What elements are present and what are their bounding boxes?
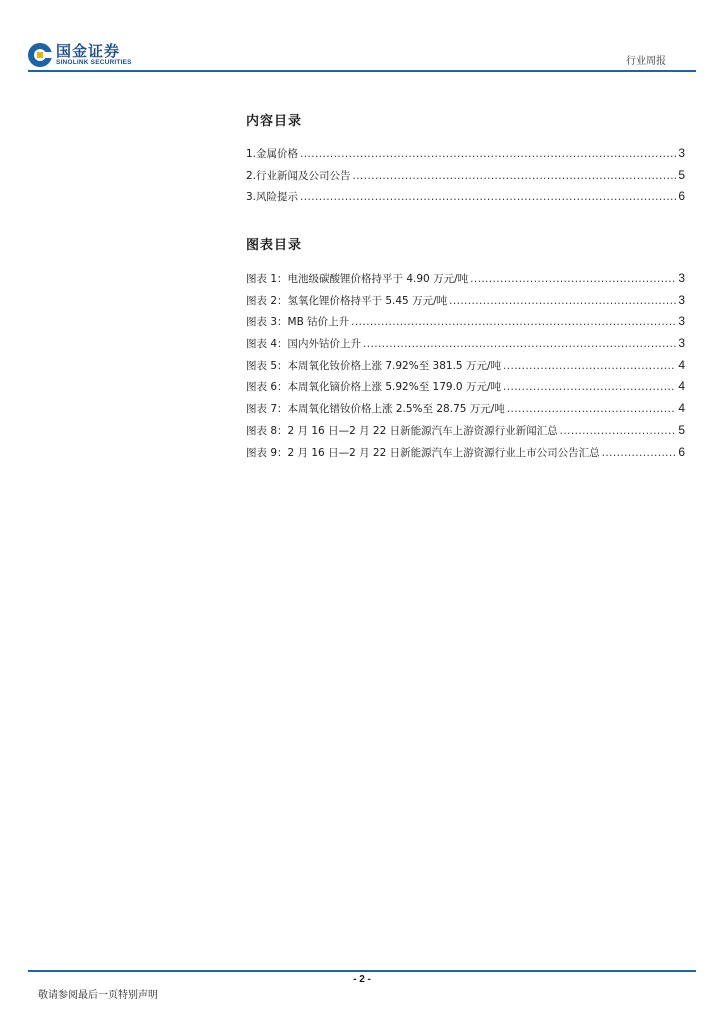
toc-entry-label: 2.行业新闻及公司公告 bbox=[246, 169, 351, 182]
figure-entry-label: 图表 7：本周氧化镨钕价格上涨 2.5%至 28.75 万元/吨 bbox=[246, 403, 505, 416]
figures-section bbox=[246, 234, 685, 463]
page-header bbox=[28, 38, 696, 70]
company-logo bbox=[28, 40, 132, 70]
figure-entry[interactable] bbox=[246, 311, 685, 333]
figure-entry[interactable] bbox=[246, 290, 685, 312]
leader-dots bbox=[300, 187, 676, 209]
footer-divider bbox=[28, 970, 696, 972]
figure-entry-page: 5 bbox=[678, 422, 685, 437]
logo-icon bbox=[28, 43, 52, 67]
figure-entry-label: 图表 4：国内外钴价上升 bbox=[246, 338, 362, 351]
leader-dots bbox=[363, 334, 676, 356]
figure-entry[interactable] bbox=[246, 442, 685, 464]
page-number: - 2 - bbox=[353, 974, 371, 985]
toc-entry-label: 3.风险提示 bbox=[246, 191, 299, 204]
figure-entry-label: 图表 1：电池级碳酸锂价格持平于 4.90 万元/吨 bbox=[246, 273, 469, 285]
figure-entry-label: 图表 5：本周氧化钕价格上涨 7.92%至 381.5 万元/吨 bbox=[246, 359, 501, 372]
figure-entry-label: 图表 6：本周氧化镝价格上涨 5.92%至 179.0 万元/吨 bbox=[246, 381, 501, 394]
figure-entry-page: 4 bbox=[678, 357, 685, 372]
leader-dots bbox=[602, 443, 677, 465]
leader-dots bbox=[470, 269, 676, 291]
figure-entry[interactable] bbox=[246, 376, 685, 398]
leader-dots bbox=[300, 144, 676, 166]
toc-entry-page: 5 bbox=[678, 167, 685, 182]
toc-entry-page: 6 bbox=[678, 189, 685, 204]
figure-entry[interactable] bbox=[246, 420, 685, 442]
figure-entry[interactable] bbox=[246, 398, 685, 420]
figure-entry-label: 图表 8：2 月 16 日—2 月 22 日新能源汽车上游资源行业新闻汇总 bbox=[246, 424, 558, 437]
toc-entry[interactable] bbox=[246, 143, 685, 165]
leader-dots bbox=[560, 421, 677, 443]
figure-entry[interactable] bbox=[246, 355, 685, 377]
figure-entry-page: 3 bbox=[678, 336, 685, 351]
toc-entry-page: 3 bbox=[678, 146, 685, 160]
leader-dots bbox=[449, 291, 676, 313]
leader-dots bbox=[503, 356, 676, 378]
leader-dots bbox=[503, 377, 676, 399]
toc-entry-label: 1.金属价格 bbox=[246, 148, 299, 160]
disclaimer-text: 敬请参阅最后一页特别声明 bbox=[38, 990, 158, 1001]
leader-dots bbox=[507, 399, 677, 421]
leader-dots bbox=[351, 312, 676, 334]
header-divider bbox=[28, 70, 696, 72]
figure-entry-page: 6 bbox=[678, 444, 685, 459]
report-type: 行业周报 bbox=[626, 56, 666, 67]
figure-entry[interactable] bbox=[246, 333, 685, 355]
figure-entry-label: 图表 2：氢氧化锂价格持平于 5.45 万元/吨 bbox=[246, 294, 448, 307]
figure-entry-page: 4 bbox=[678, 401, 685, 416]
contents-section bbox=[246, 110, 685, 208]
figure-entry-label: 图表 9：2 月 16 日—2 月 22 日新能源汽车上游资源行业上市公司公告汇总 bbox=[246, 446, 600, 459]
figure-entry-page: 3 bbox=[678, 314, 685, 329]
logo-english-name: SINOLINK SECURITIES bbox=[56, 59, 132, 66]
figures-title: 图表目录 bbox=[246, 238, 303, 253]
figure-entry-page: 4 bbox=[678, 379, 685, 394]
leader-dots bbox=[353, 166, 677, 188]
figure-entry-page: 3 bbox=[678, 271, 685, 285]
figure-entry-page: 3 bbox=[678, 292, 685, 307]
contents-title: 内容目录 bbox=[246, 114, 303, 129]
toc-entry[interactable] bbox=[246, 165, 685, 187]
figure-entry[interactable] bbox=[246, 268, 685, 290]
logo-chinese-name: 国金证券 bbox=[56, 42, 121, 60]
figure-entry-label: 图表 3：MB 钴价上升 bbox=[246, 316, 350, 329]
toc-entry[interactable] bbox=[246, 186, 685, 208]
